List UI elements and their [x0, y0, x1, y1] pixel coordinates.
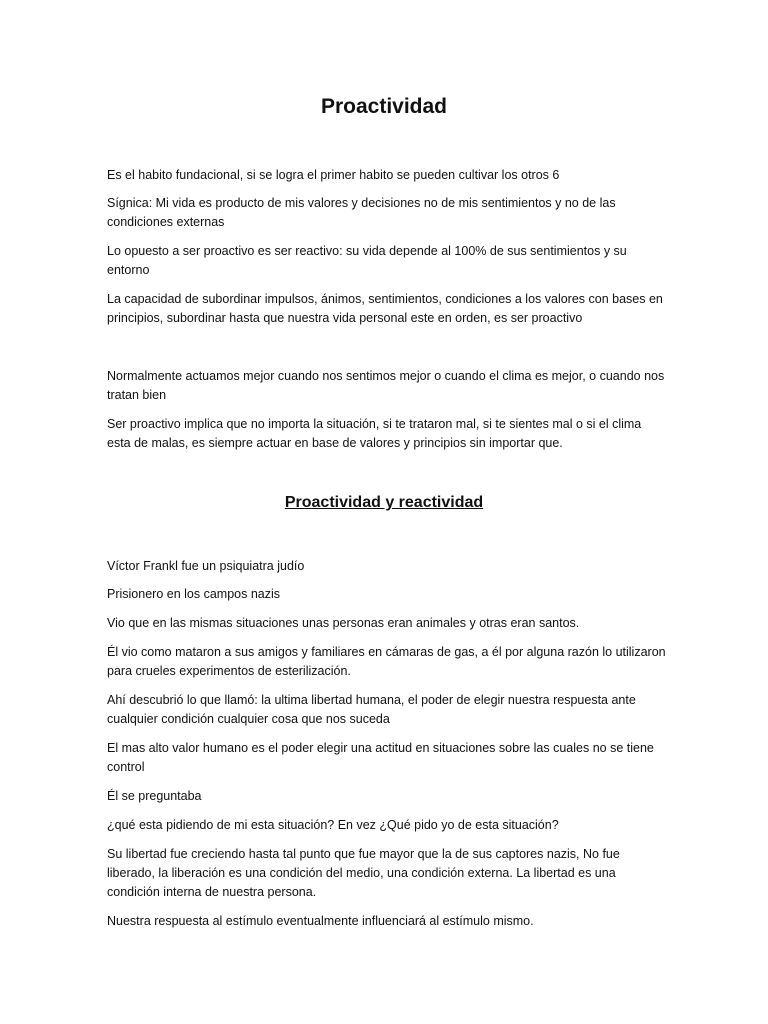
paragraph-last-freedom: Ahí descubrió lo que llamó: la ultima libertad humana, el poder de elegir nuestra respuesta ante cualquier condición cualquier cosa que nos suceda — [107, 693, 636, 726]
document-title: Proactividad — [320, 95, 448, 118]
paragraph-response: Nuestra respuesta al estímulo eventualmente influenciará al estímulo mismo. — [107, 914, 534, 928]
paragraph-prisoner: Prisionero en los campos nazis — [107, 587, 280, 601]
paragraph-opposite: Lo opuesto a ser proactivo es ser reactivo: su vida depende al 100% de sus sentimientos y su entorno — [107, 244, 627, 277]
paragraph-signica: Sígnica: Mi vida es producto de mis valores y decisiones no de mis sentimientos y no de las condiciones externas — [107, 196, 616, 229]
paragraph-frankl: Víctor Frankl fue un psiquiatra judío — [107, 559, 305, 573]
paragraph-highest-value: El mas alto valor humano es el poder elegir una actitud en situaciones sobre las cuales no se tiene control — [107, 741, 654, 774]
paragraph-he-asked: Él se preguntaba — [107, 789, 202, 803]
paragraph-freedom-grew: Su libertad fue creciendo hasta tal punto que fue mayor que la de sus captores nazis, No fue liberado, la liberación es una condición del medio, una condición externa. La libertad es una condición interna de nuestra persona. — [107, 847, 620, 899]
paragraph-be-proactive: Ser proactivo implica que no importa la situación, si te trataron mal, si te sientes mal o si el clima esta de malas, es siempre actuar en base de valores y principios sin importar que. — [107, 417, 642, 450]
section-title: Proactividad y reactividad — [284, 494, 484, 511]
paragraph-normally: Normalmente actuamos mejor cuando nos sentimos mejor o cuando el clima es mejor, o cuando nos tratan bien — [107, 369, 665, 402]
paragraph-question: ¿qué esta pidiendo de mi esta situación? En vez ¿Qué pido yo de esta situación? — [107, 818, 559, 832]
paragraph-capacity: La capacidad de subordinar impulsos, ánimos, sentimientos, condiciones a los valores con bases en principios, subordinar hasta que nuestra vida personal este en orden, es ser proactivo — [107, 292, 663, 325]
paragraph-gas-chambers: Él vio como mataron a sus amigos y familiares en cámaras de gas, a él por alguna razón lo utilizaron para crueles experimentos de esterilización. — [107, 645, 666, 678]
paragraph-habit: Es el habito fundacional, si se logra el primer habito se pueden cultivar los otros 6 — [107, 168, 560, 182]
paragraph-saw: Vio que en las mismas situaciones unas personas eran animales y otras eran santos. — [107, 616, 580, 630]
